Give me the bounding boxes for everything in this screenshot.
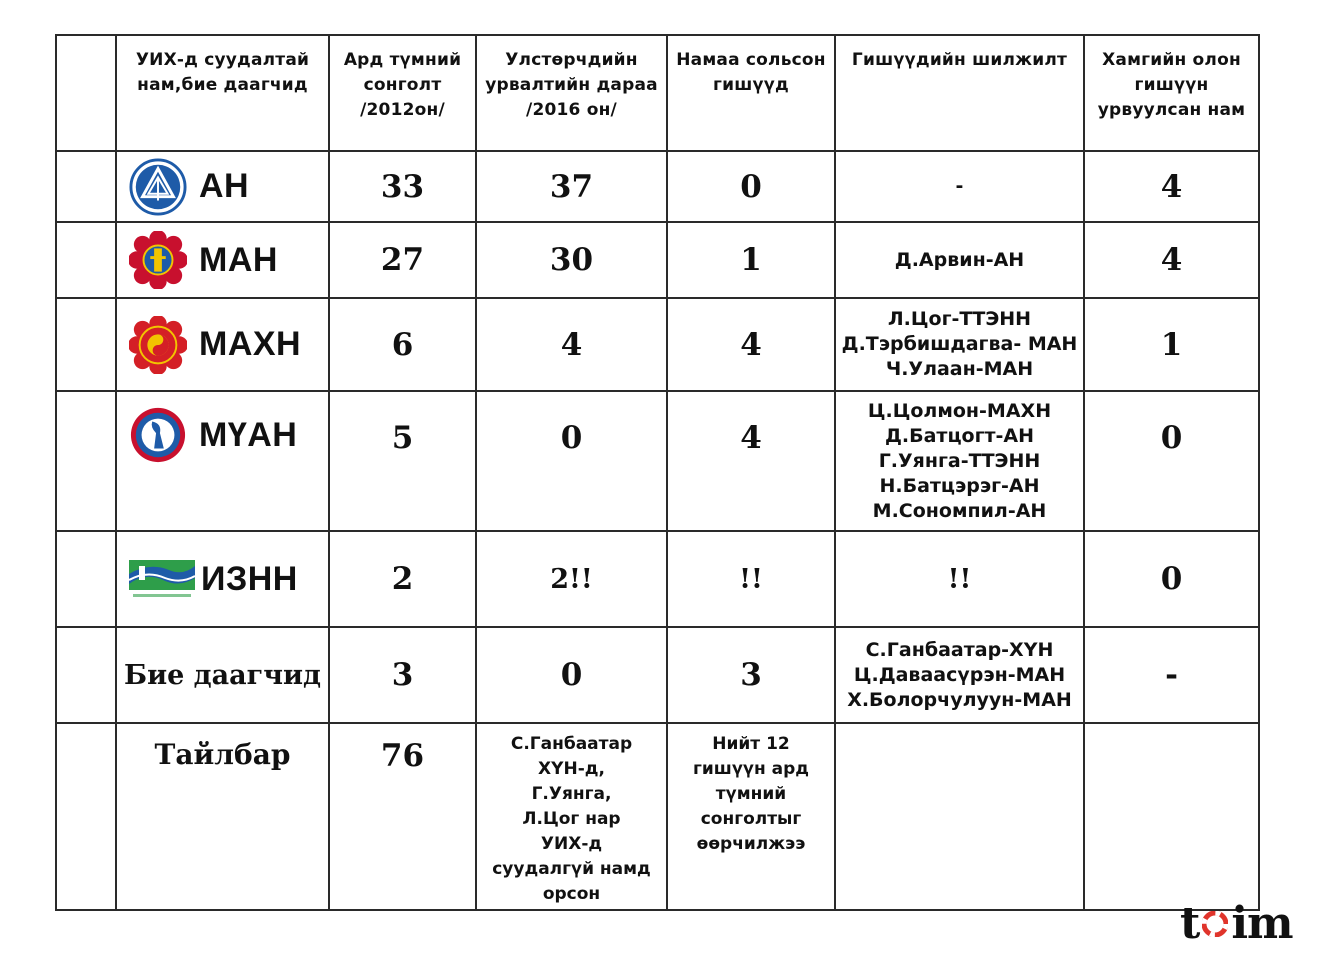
members-cell (835, 627, 1084, 723)
value-2016: 0 (476, 391, 667, 531)
party-table (55, 34, 1260, 911)
member-name: Х.Болорчулуун-МАН (847, 688, 1072, 711)
party-cell (116, 222, 329, 298)
value-2012: 5 (329, 391, 476, 531)
table-row (56, 391, 1259, 531)
iznn-logo-icon (129, 556, 195, 602)
party-name: МҮАН (199, 415, 298, 454)
header-empty-cell (56, 35, 116, 151)
member-name: М.Сономпил-АН (872, 499, 1047, 522)
value-2016: 37 (476, 151, 667, 222)
value-2016: 30 (476, 222, 667, 298)
member-name: Д.Батцогт-АН (884, 424, 1035, 447)
member-name: С.Ганбаатар-ХҮН (865, 638, 1054, 661)
value-2016: 2!! (476, 531, 667, 627)
note-line: сонголтыг (700, 809, 802, 829)
members-cell (835, 531, 1084, 627)
note-line: С.Ганбаатар (510, 734, 633, 754)
party-name: АН (199, 167, 250, 205)
row-empty-cell (56, 222, 116, 298)
value-switched: 4 (667, 298, 835, 391)
lifebuoy-icon (1202, 911, 1228, 937)
header-election-2012: Ард түмний сонголт /2012он/ (329, 35, 476, 151)
value-2012: 27 (329, 222, 476, 298)
an-logo-icon (129, 158, 187, 216)
member-name: Д.Тэрбишдагва- МАН (841, 333, 1078, 355)
note-line: гишүүн ард (692, 759, 810, 779)
footer-empty-cell (835, 723, 1084, 910)
party-cell (116, 298, 329, 391)
party-name: Бие даагчид (116, 627, 329, 723)
members-cell (835, 298, 1084, 391)
brand-text-left: t (1180, 898, 1200, 949)
footer-label: Тайлбар (116, 723, 329, 910)
party-name: МАН (199, 240, 278, 279)
value-most: - (1084, 627, 1259, 723)
value-switched: 0 (667, 151, 835, 222)
man-logo-icon (129, 231, 187, 289)
row-empty-cell (56, 723, 116, 910)
footer-total: 76 (329, 723, 476, 910)
value-most: 4 (1084, 222, 1259, 298)
note-line: ХҮН-д, (538, 759, 605, 779)
note-line: суудалгүй намд (492, 859, 651, 879)
header-party: УИХ-д суудалтай нам,бие даагчид (116, 35, 329, 151)
row-empty-cell (56, 531, 116, 627)
value-most: 4 (1084, 151, 1259, 222)
table-row (56, 222, 1259, 298)
member-name: Л.Цог-ТТЭНН (887, 308, 1032, 330)
party-name: МАХН (199, 325, 302, 363)
party-cell (116, 531, 329, 627)
member-name: Н.Батцэрэг-АН (879, 474, 1040, 497)
note-line: орсон (542, 884, 601, 904)
members-cell (835, 151, 1084, 222)
footer-row (56, 723, 1259, 910)
makhn-logo-icon (129, 316, 187, 374)
table-row (56, 298, 1259, 391)
footer-switch-note (667, 723, 835, 910)
header-members: Гишүүдийн шилжилт (835, 35, 1084, 151)
value-switched: !! (667, 531, 835, 627)
value-switched: 1 (667, 222, 835, 298)
member-name: !! (947, 563, 972, 595)
member-name: - (955, 175, 964, 197)
members-cell (835, 391, 1084, 531)
value-2012: 33 (329, 151, 476, 222)
note-line: УИХ-д (540, 834, 603, 854)
header-row (56, 35, 1259, 151)
member-name: Ч.Улаан-МАН (885, 358, 1034, 380)
party-cell (116, 151, 329, 222)
member-name: Д.Арвин-АН (894, 248, 1025, 271)
table-row (56, 151, 1259, 222)
muan-logo-icon (129, 406, 187, 464)
row-empty-cell (56, 151, 116, 222)
value-most: 0 (1084, 391, 1259, 531)
note-line: өөрчилжээ (696, 834, 806, 854)
header-switched: Намаа сольсон гишүүд (667, 35, 835, 151)
value-2016: 4 (476, 298, 667, 391)
note-line: Л.Цог нар (522, 809, 621, 829)
value-2012: 3 (329, 627, 476, 723)
table-row (56, 531, 1259, 627)
value-2016: 0 (476, 627, 667, 723)
member-name: Ц.Цолмон-МАХН (867, 399, 1052, 422)
table-row (56, 627, 1259, 723)
note-line: Нийт 12 (712, 734, 790, 754)
value-most: 1 (1084, 298, 1259, 391)
toim-logo (1180, 898, 1293, 949)
value-switched: 4 (667, 391, 835, 531)
value-2012: 6 (329, 298, 476, 391)
value-most: 0 (1084, 531, 1259, 627)
party-name: ИЗНН (201, 559, 298, 598)
footer-empty-cell (1084, 723, 1259, 910)
note-line: түмний (715, 784, 787, 804)
note-line: Г.Уянга, (531, 784, 612, 804)
value-2012: 2 (329, 531, 476, 627)
member-name: Ц.Даваасүрэн-МАН (853, 663, 1066, 686)
value-switched: 3 (667, 627, 835, 723)
header-after-2016: Улстөрчдийн урвалтийн дараа /2016 он/ (476, 35, 667, 151)
header-most-defect: Хамгийн олон гишүүн урвуулсан нам (1084, 35, 1259, 151)
footer-note (476, 723, 667, 910)
brand-text-right: im (1231, 898, 1293, 949)
row-empty-cell (56, 391, 116, 531)
row-empty-cell (56, 627, 116, 723)
members-cell (835, 222, 1084, 298)
member-name: Г.Уянга-ТТЭНН (878, 449, 1041, 472)
row-empty-cell (56, 298, 116, 391)
party-cell (116, 391, 329, 531)
